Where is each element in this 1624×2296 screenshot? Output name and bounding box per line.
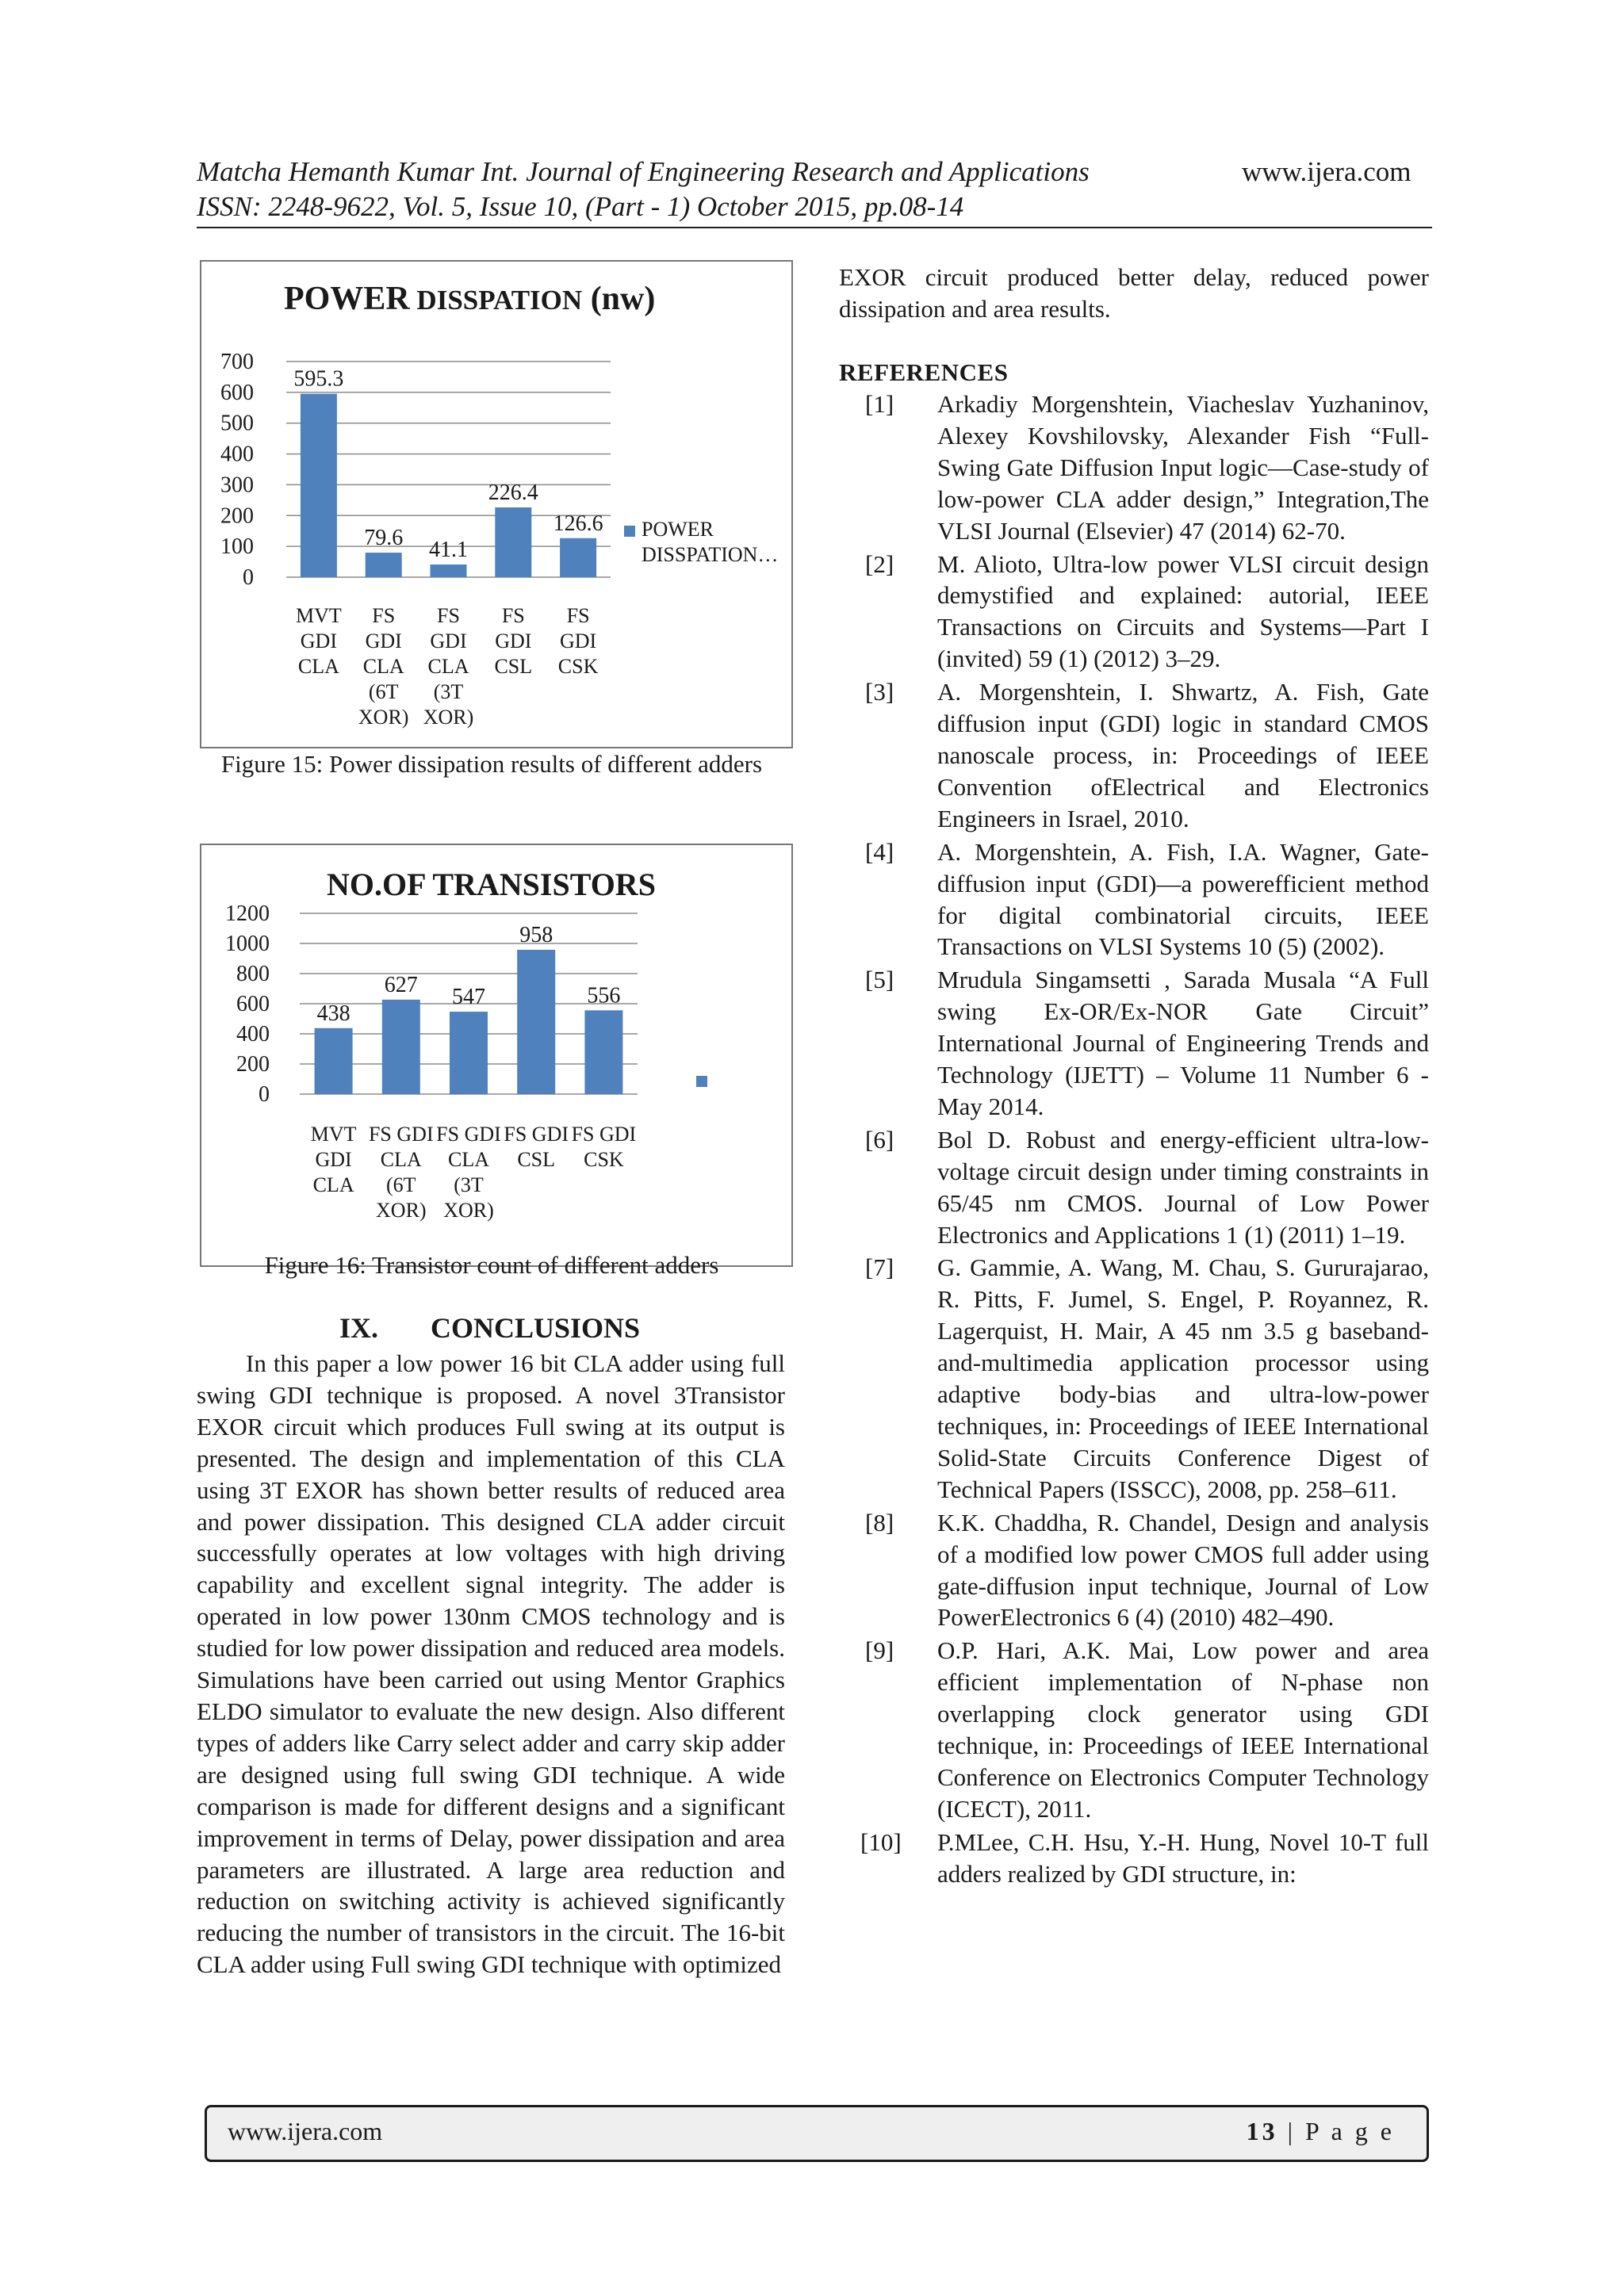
category-label: GDI bbox=[559, 629, 597, 652]
data-label: 126.6 bbox=[553, 511, 603, 536]
chart-title: POWER DISSPATION (nw) bbox=[284, 281, 656, 317]
y-tick-label: 0 bbox=[259, 1082, 270, 1107]
data-label: 958 bbox=[519, 922, 553, 947]
data-label: 226.4 bbox=[488, 480, 538, 506]
reference-number: [8] bbox=[865, 1508, 894, 1536]
reference-item bbox=[839, 676, 1429, 835]
figure-16-chart bbox=[200, 844, 793, 1267]
reference-number: [5] bbox=[865, 966, 894, 994]
category-label: CLA bbox=[312, 1173, 354, 1196]
y-tick-label: 800 bbox=[236, 962, 270, 986]
category-label: (3T bbox=[433, 680, 464, 703]
category-label: (6T bbox=[386, 1173, 416, 1196]
category-label: XOR) bbox=[423, 706, 474, 729]
reference-text: P.MLee, C.H. Hsu, Y.-H. Hung, Novel 10-T full adders realized by GDI structure, in: bbox=[937, 1827, 1429, 1888]
reference-number: [9] bbox=[865, 1636, 894, 1665]
y-tick-label: 600 bbox=[220, 380, 254, 405]
reference-number: [10] bbox=[860, 1827, 902, 1856]
reference-number: [3] bbox=[865, 678, 894, 706]
section-number: IX. bbox=[339, 1312, 379, 1344]
category-label: FS GDI bbox=[436, 1123, 501, 1146]
power-dissipation-chart bbox=[201, 262, 791, 747]
reference-text: M. Alioto, Ultra-low power VLSI circuit design demystified and explained: autorial, IEEE Transactions on Circuits and Systems—Part I (invited) 59 (1) (2012) 3–29. bbox=[937, 549, 1429, 673]
running-header-issn: ISSN: 2248-9622, Vol. 5, Issue 10, (Part - 1) October 2015, pp.08-14 bbox=[197, 191, 964, 222]
y-tick-label: 200 bbox=[236, 1052, 270, 1077]
references-heading: REFERENCES bbox=[839, 358, 1009, 386]
footer-page-number: 13 | P a g e bbox=[1246, 2117, 1395, 2145]
category-label: CLA bbox=[362, 655, 404, 678]
reference-number: [4] bbox=[865, 837, 894, 866]
category-label: GDI bbox=[495, 629, 532, 652]
category-label: (6T bbox=[368, 680, 399, 703]
category-label: CLA bbox=[427, 655, 469, 678]
y-tick-label: 0 bbox=[243, 565, 254, 590]
running-header-site: www.ijera.com bbox=[1242, 156, 1411, 187]
reference-number: [7] bbox=[865, 1253, 894, 1282]
category-label: XOR) bbox=[376, 1199, 427, 1222]
reference-item bbox=[839, 1124, 1429, 1251]
reference-text: G. Gammie, A. Wang, M. Chau, S. Gururajarao, R. Pitts, F. Jumel, S. Engel, P. Royannez, R. Lagerquist, H. Mair, A 45 nm 3.5 g baseband-and-multimedia application processor using adaptive body-bias and ultra-low-power techniques, in: Proceedings of IEEE International Solid-State Circuits Conference Digest of Technical Papers (ISSCC), 2008, pp. 258–611. bbox=[937, 1253, 1429, 1503]
y-tick-label: 1200 bbox=[225, 901, 270, 926]
references-list bbox=[839, 388, 1429, 1892]
category-label: FS GDI bbox=[368, 1123, 434, 1146]
reference-text: A. Morgenshtein, I. Shwartz, A. Fish, Gate diffusion input (GDI) logic in standard CMOS nanoscale process, in: Proceedings of IEEE Convention ofElectrical and Electronics Engineers in Israel, 2010. bbox=[937, 678, 1429, 832]
bar bbox=[450, 1012, 488, 1094]
y-tick-label: 1000 bbox=[225, 932, 270, 956]
section-title: CONCLUSIONS bbox=[431, 1312, 641, 1344]
category-label: CSK bbox=[584, 1148, 624, 1171]
bar bbox=[517, 950, 555, 1094]
transistor-count-chart bbox=[201, 845, 791, 1265]
bar bbox=[301, 394, 337, 577]
category-label: CLA bbox=[448, 1148, 489, 1171]
data-label: 627 bbox=[384, 972, 418, 997]
figure-16-caption: Figure 16: Transistor count of different adders bbox=[264, 1251, 719, 1279]
bar bbox=[431, 564, 467, 577]
chart-title: NO.OF TRANSISTORS bbox=[327, 867, 656, 902]
data-label: 41.1 bbox=[429, 538, 468, 563]
reference-number: [6] bbox=[865, 1125, 894, 1154]
legend-label: POWER bbox=[642, 518, 714, 541]
y-tick-label: 100 bbox=[220, 534, 254, 560]
category-label: XOR) bbox=[358, 706, 409, 729]
category-label: CSL bbox=[494, 655, 533, 678]
reference-text: Bol D. Robust and energy-efficient ultra-low-voltage circuit design under timing constraints in 65/45 nm CMOS. Journal of Low Power Electronics and Applications 1 (1) (2011) 1–19. bbox=[937, 1125, 1429, 1249]
reference-item bbox=[839, 1252, 1429, 1505]
figure-15-chart bbox=[200, 260, 793, 748]
y-tick-label: 700 bbox=[220, 350, 254, 374]
bar bbox=[366, 553, 402, 577]
reference-text: A. Morgenshtein, A. Fish, I.A. Wagner, Gate-diffusion input (GDI)—a powerefficient method for digital combinatorial circuits, IEEE Transactions on VLSI Systems 10 (5) (2002). bbox=[937, 837, 1429, 961]
conclusions-continuation: EXOR circuit produced better delay, reduced power dissipation and area results. bbox=[839, 263, 1429, 323]
y-tick-label: 400 bbox=[236, 1022, 270, 1047]
data-label: 556 bbox=[587, 983, 621, 1008]
footer-site: www.ijera.com bbox=[228, 2117, 383, 2145]
reference-item bbox=[839, 836, 1429, 963]
figure-15-caption: Figure 15: Power dissipation results of different adders bbox=[220, 750, 763, 778]
data-label: 595.3 bbox=[293, 366, 344, 392]
data-label: 438 bbox=[316, 1001, 350, 1026]
bar bbox=[315, 1028, 353, 1094]
category-label: FS bbox=[437, 604, 460, 627]
reference-number: [2] bbox=[865, 549, 894, 578]
category-label: FS bbox=[501, 604, 525, 627]
y-tick-label: 500 bbox=[220, 411, 254, 436]
reference-text: Arkadiy Morgenshtein, Viacheslav Yuzhaninov, Alexey Kovshilovsky, Alexander Fish “Full-Swing Gate Diffusion Input logic—Case-study of low-power CLA adder design,” Integration,The VLSI Journal (Elsevier) 47 (2014) 62-70. bbox=[937, 390, 1429, 545]
category-label: GDI bbox=[365, 629, 402, 652]
bar bbox=[495, 507, 531, 577]
category-label: FS GDI bbox=[504, 1123, 569, 1146]
bar bbox=[584, 1010, 622, 1094]
reference-item bbox=[839, 549, 1429, 675]
category-label: FS GDI bbox=[571, 1123, 637, 1146]
category-label: CSL bbox=[517, 1148, 556, 1171]
data-label: 79.6 bbox=[364, 526, 404, 551]
category-label: (3T bbox=[454, 1173, 484, 1196]
reference-item bbox=[839, 388, 1429, 547]
y-tick-label: 600 bbox=[236, 992, 270, 1016]
reference-item bbox=[839, 1507, 1429, 1634]
category-label: FS bbox=[372, 604, 396, 627]
reference-number: [1] bbox=[865, 390, 894, 418]
category-label: CLA bbox=[380, 1148, 422, 1171]
reference-text: K.K. Chaddha, R. Chandel, Design and analysis of a modified low power CMOS full adder using gate-diffusion input technique, Journal of Low PowerElectronics 6 (4) (2010) 482–490. bbox=[937, 1508, 1429, 1632]
category-label: GDI bbox=[300, 629, 338, 652]
bar bbox=[560, 538, 596, 577]
category-label: FS bbox=[566, 604, 590, 627]
header-rule bbox=[197, 227, 1432, 228]
category-label: CLA bbox=[297, 655, 339, 678]
reference-item bbox=[839, 964, 1429, 1123]
reference-text: O.P. Hari, A.K. Mai, Low power and area efficient implementation of N-phase non overlapping clock generator using GDI technique, in: Proceedings of IEEE International Conference on Electronics Computer Technology (ICECT), 2011. bbox=[937, 1636, 1429, 1823]
legend-swatch bbox=[696, 1076, 707, 1087]
category-label: MVT bbox=[296, 604, 342, 627]
data-label: 547 bbox=[452, 985, 485, 1010]
reference-item bbox=[839, 1827, 1429, 1890]
y-tick-label: 400 bbox=[220, 442, 254, 467]
reference-text: Mrudula Singamsetti , Sarada Musala “A Full swing Ex-OR/Ex-NOR Gate Circuit” International Journal of Engineering Trends and Technology (IJETT) – Volume 11 Number 6 - May 2014. bbox=[937, 966, 1429, 1120]
reference-item bbox=[839, 1635, 1429, 1824]
legend-label: DISSPATION… bbox=[642, 543, 779, 566]
bar bbox=[382, 1000, 420, 1094]
running-header-journal: Matcha Hemanth Kumar Int. Journal of Engineering Research and Applications bbox=[197, 156, 1090, 187]
category-label: MVT bbox=[310, 1123, 357, 1146]
category-label: GDI bbox=[430, 629, 467, 652]
y-tick-label: 200 bbox=[220, 503, 254, 529]
category-label: GDI bbox=[315, 1148, 352, 1171]
category-label: CSK bbox=[557, 655, 599, 678]
category-label: XOR) bbox=[443, 1199, 494, 1222]
page-footer bbox=[205, 2105, 1429, 2162]
conclusions-paragraph: In this paper a low power 16 bit CLA adder using full swing GDI technique is proposed. A novel 3Transistor EXOR circuit which produces Full swing at its output is presented. The design and implementation of this CLA using 3T EXOR has shown better results of reduced area and power dissipation. This designed CLA adder circuit successfully operates at low voltages with high driving capability and excellent signal integrity. The adder is operated in low power 130nm CMOS technology and is studied for low power dissipation and reduced area models. Simulations have been carried out using Mentor Graphics ELDO simulator to evaluate the new design. Also different types of adders like Carry select adder and carry skip adder are designed using full swing GDI technique. A wide comparison is made for different designs and a significant improvement in terms of Delay, power dissipation and area parameters are illustrated. A large area reduction and reduction on switching activity is achieved significantly reducing the number of transistors in the circuit. The 16-bit CLA adder using Full swing GDI technique with optimized bbox=[197, 1349, 785, 1979]
legend-swatch bbox=[624, 526, 635, 537]
y-tick-label: 300 bbox=[220, 473, 254, 498]
